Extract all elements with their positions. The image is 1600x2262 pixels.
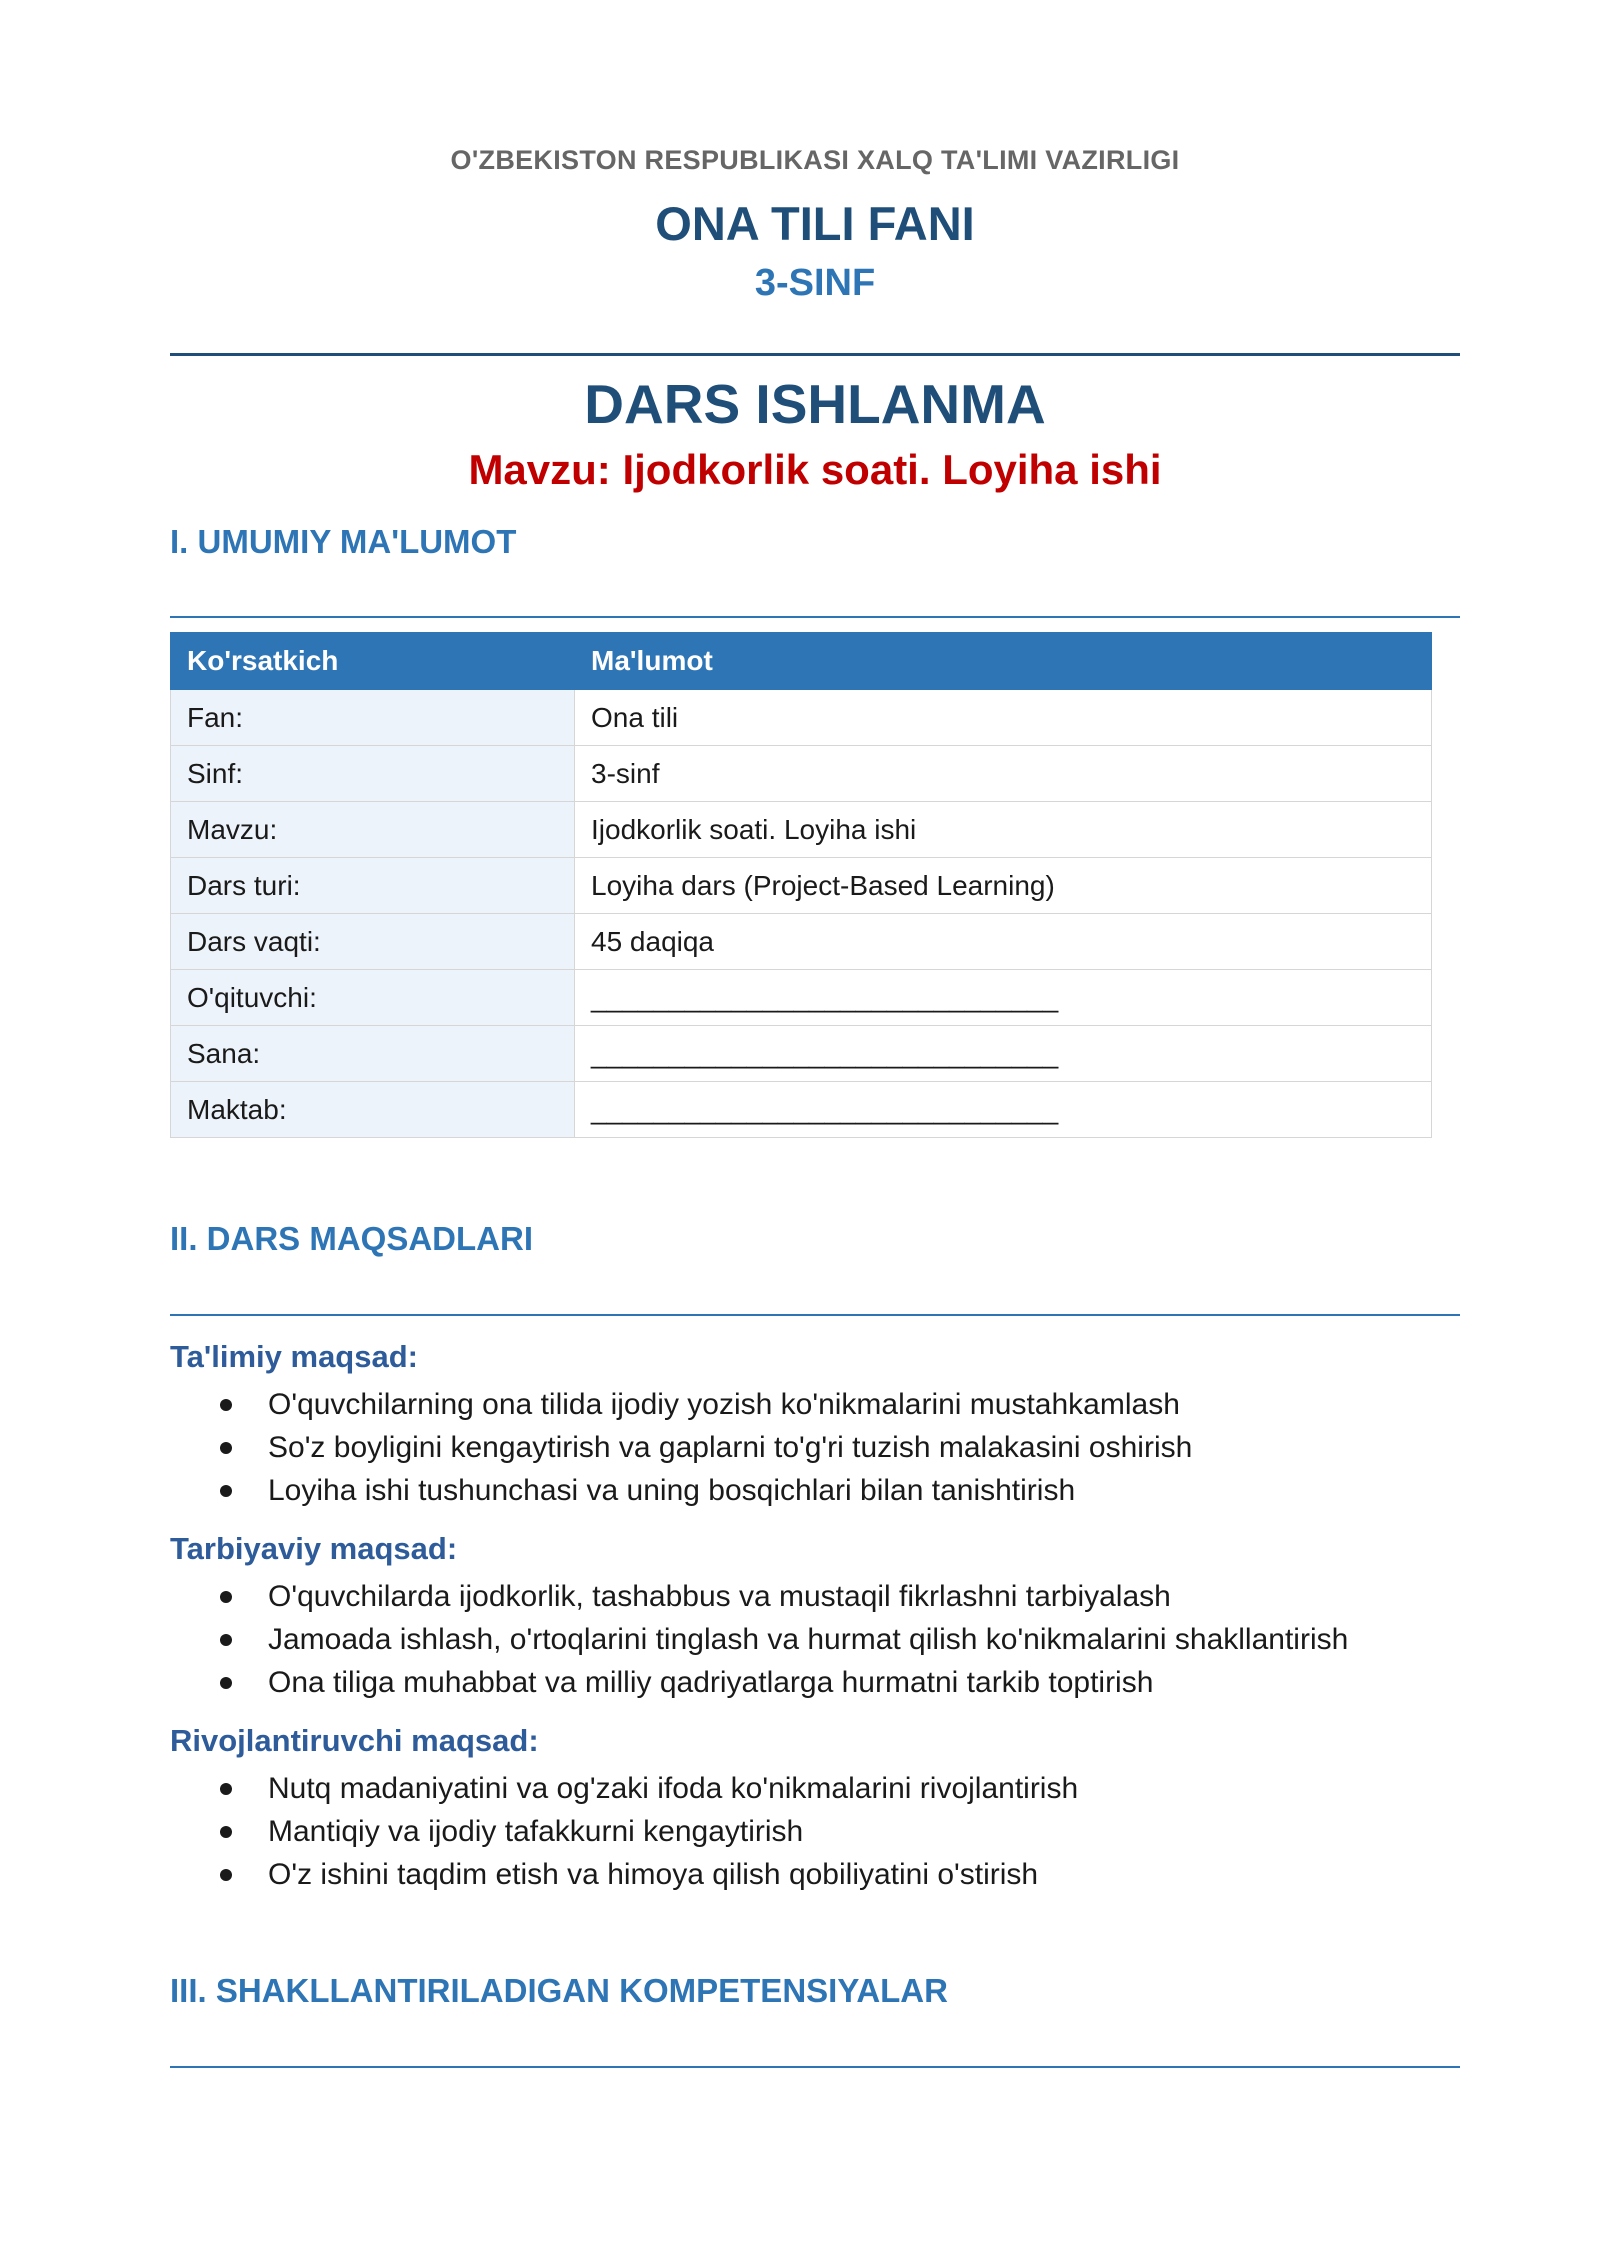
section-divider xyxy=(170,2066,1460,2068)
section-divider xyxy=(170,616,1460,618)
table-row-value: 3-sinf xyxy=(575,746,1432,802)
table-row-value: ______________________________ xyxy=(575,970,1432,1026)
list-item: O'quvchilarda ijodkorlik, tashabbus va mustaqil fikrlashni tarbiyalash xyxy=(170,1575,1348,1618)
table-row xyxy=(171,1026,1432,1082)
table-row-value: ______________________________ xyxy=(575,1082,1432,1138)
developmental-goal-list xyxy=(170,1767,1078,1896)
developmental-goal-heading: Rivojlantiruvchi maqsad: xyxy=(170,1723,539,1758)
table-row-label: Dars vaqti: xyxy=(171,914,575,970)
header-divider xyxy=(170,353,1460,356)
document-title: DARS ISHLANMA xyxy=(584,373,1046,435)
educational-goal-heading: Ta'limiy maqsad: xyxy=(170,1339,418,1374)
list-item: Mantiqiy va ijodiy tafakkurni kengaytirish xyxy=(170,1810,1078,1853)
section-heading-general: I. UMUMIY MA'LUMOT xyxy=(170,523,517,560)
upbringing-goal-heading: Tarbiyaviy maqsad: xyxy=(170,1531,458,1566)
section-heading-competencies: III. SHAKLLANTIRILADIGAN KOMPETENSIYALAR xyxy=(170,1972,948,2009)
table-row-label: Sinf: xyxy=(171,746,575,802)
educational-goal-list xyxy=(170,1383,1192,1512)
list-item: O'z ishini taqdim etish va himoya qilish qobiliyatini o'stirish xyxy=(170,1853,1078,1896)
list-item: Nutq madaniyatini va og'zaki ifoda ko'nikmalarini rivojlantirish xyxy=(170,1767,1078,1810)
table-row xyxy=(171,858,1432,914)
list-item: Jamoada ishlash, o'rtoqlarini tinglash va hurmat qilish ko'nikmalarini shakllantirish xyxy=(170,1618,1348,1661)
table-row xyxy=(171,746,1432,802)
lesson-topic: Mavzu: Ijodkorlik soati. Loyiha ishi xyxy=(468,446,1162,493)
table-row-label: O'qituvchi: xyxy=(171,970,575,1026)
table-header-info: Ma'lumot xyxy=(575,633,1432,690)
table-row-value: Ijodkorlik soati. Loyiha ishi xyxy=(575,802,1432,858)
table-row xyxy=(171,914,1432,970)
section-heading-goals: II. DARS MAQSADLARI xyxy=(170,1220,533,1257)
table-row-value: Ona tili xyxy=(575,690,1432,746)
table-row xyxy=(171,690,1432,746)
upbringing-goal-list xyxy=(170,1575,1348,1704)
grade-label: 3-SINF xyxy=(754,262,876,304)
table-row-label: Sana: xyxy=(171,1026,575,1082)
list-item: So'z boyligini kengaytirish va gaplarni to'g'ri tuzish malakasini oshirish xyxy=(170,1426,1192,1469)
section-divider xyxy=(170,1314,1460,1316)
subject-title: ONA TILI FANI xyxy=(655,197,975,250)
general-info-table xyxy=(170,632,1432,1138)
table-header-row xyxy=(171,633,1432,690)
table-row xyxy=(171,802,1432,858)
list-item: O'quvchilarning ona tilida ijodiy yozish ko'nikmalarini mustahkamlash xyxy=(170,1383,1192,1426)
table-row-label: Maktab: xyxy=(171,1082,575,1138)
ministry-header: O'ZBEKISTON RESPUBLIKASI XALQ TA'LIMI VAZIRLIGI xyxy=(450,145,1180,175)
table-row-value: ______________________________ xyxy=(575,1026,1432,1082)
table-row-value: Loyiha dars (Project-Based Learning) xyxy=(575,858,1432,914)
table-row-label: Fan: xyxy=(171,690,575,746)
table-row xyxy=(171,1082,1432,1138)
table-row-value: 45 daqiqa xyxy=(575,914,1432,970)
table-header-indicator: Ko'rsatkich xyxy=(171,633,575,690)
list-item: Ona tiliga muhabbat va milliy qadriyatlarga hurmatni tarkib toptirish xyxy=(170,1661,1348,1704)
table-row-label: Mavzu: xyxy=(171,802,575,858)
table-row xyxy=(171,970,1432,1026)
list-item: Loyiha ishi tushunchasi va uning bosqichlari bilan tanishtirish xyxy=(170,1469,1192,1512)
table-row-label: Dars turi: xyxy=(171,858,575,914)
